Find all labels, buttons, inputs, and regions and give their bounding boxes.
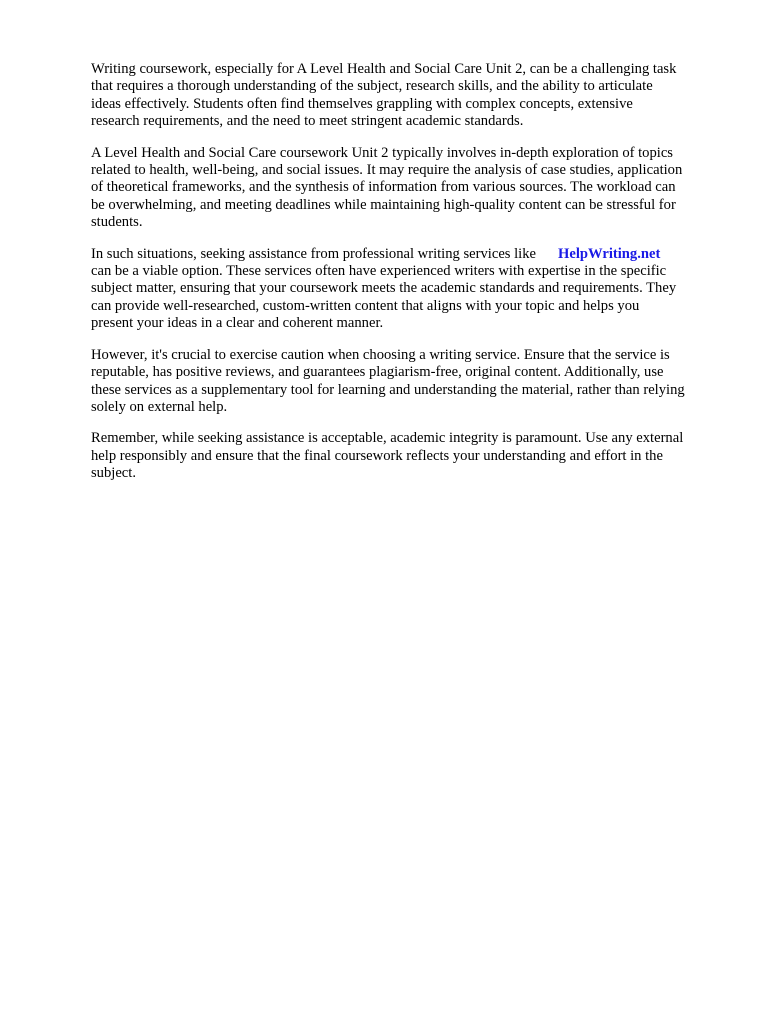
text-line: reputable, has positive reviews, and guarantees plagiarism-free, original content. Additionally, use (91, 364, 664, 381)
text-line: these services as a supplementary tool for learning and understanding the material, rather than relying (91, 381, 685, 398)
text-line: ideas effectively. Students often find themselves grappling with complex concepts, extensive (91, 95, 633, 112)
text-line: be overwhelming, and meeting deadlines while maintaining high-quality content can be stressful for (91, 196, 676, 213)
text-line: research requirements, and the need to meet stringent academic standards. (91, 113, 524, 130)
helpwriting-link[interactable]: HelpWriting.net (558, 245, 661, 262)
text-line: However, it's crucial to exercise caution when choosing a writing service. Ensure that the service is (91, 346, 670, 363)
paragraph-intro (91, 61, 731, 131)
paragraph-writing-services (91, 246, 731, 333)
paragraph-caution (91, 347, 731, 417)
text-line: that requires a thorough understanding of the subject, research skills, and the ability to articulate (91, 78, 653, 95)
text-line: present your ideas in a clear and coherent manner. (91, 315, 384, 332)
text-line: can provide well-researched, custom-written content that aligns with your topic and helps you (91, 297, 640, 314)
paragraph-integrity (91, 430, 731, 482)
text-line: Remember, while seeking assistance is acceptable, academic integrity is paramount. Use any external (91, 430, 684, 447)
document-body (91, 61, 731, 497)
text-line: A Level Health and Social Care coursework Unit 2 typically involves in-depth exploration of topics (91, 144, 673, 161)
text-line: related to health, well-being, and social issues. It may require the analysis of case studies, application (91, 162, 683, 179)
text-line: students. (91, 214, 143, 231)
text-line: subject. (91, 465, 136, 482)
text-line: subject matter, ensuring that your coursework meets the academic standards and requirements. They (91, 280, 677, 297)
text-line: In such situations, seeking assistance from professional writing services like (91, 245, 537, 262)
text-line: of theoretical frameworks, and the synthesis of information from various sources. The workload can (91, 179, 676, 196)
text-line-with-link (91, 246, 731, 263)
paragraph-unit-2-overview (91, 145, 731, 232)
text-line: Writing coursework, especially for A Level Health and Social Care Unit 2, can be a challenging task (91, 61, 677, 77)
text-line: solely on external help. (91, 398, 228, 415)
text-line: help responsibly and ensure that the final coursework reflects your understanding and effort in the (91, 447, 663, 464)
text-line: can be a viable option. These services often have experienced writers with expertise in the specific (91, 263, 667, 280)
